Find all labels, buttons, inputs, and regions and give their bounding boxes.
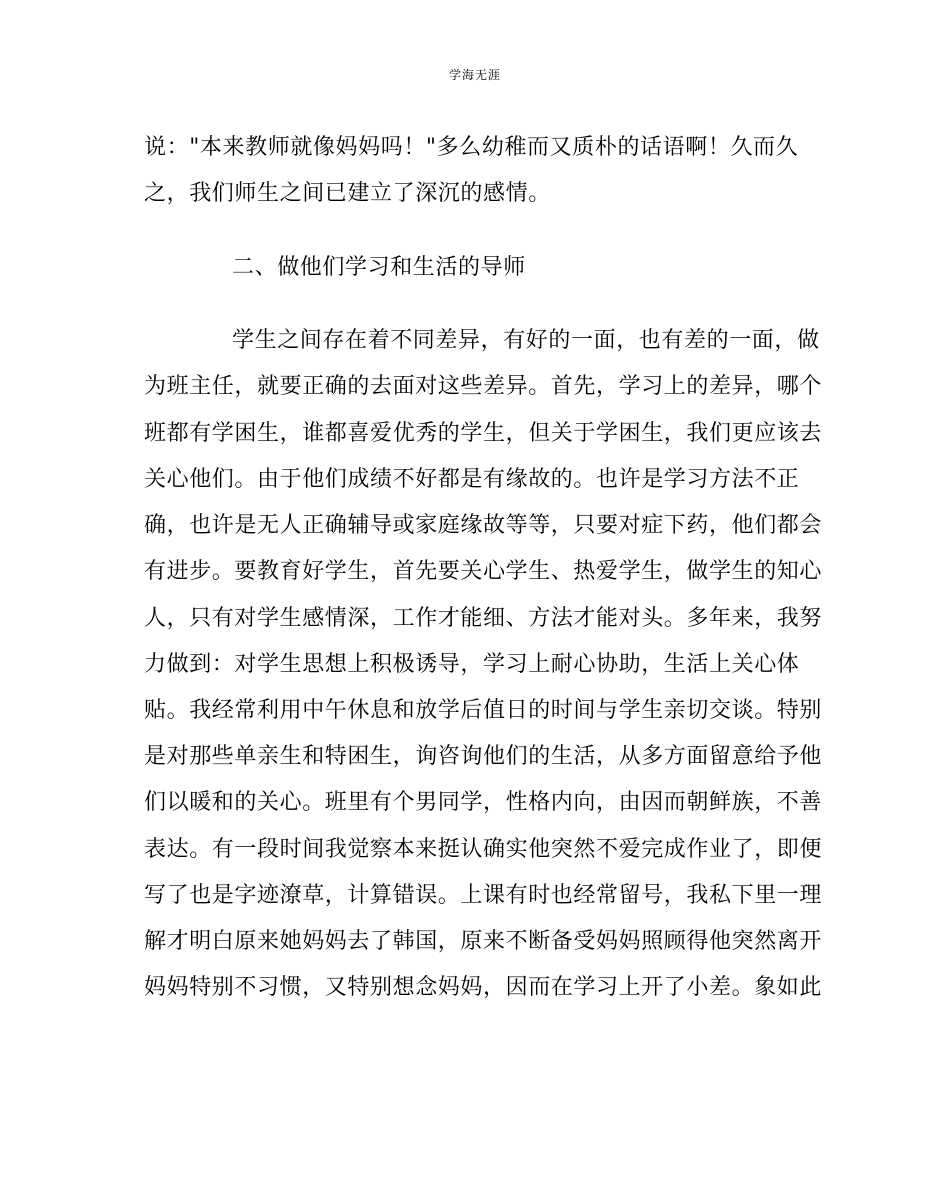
page-header: 学海无涯 xyxy=(448,68,501,82)
text-line: 是对那些单亲生和特困生，询咨询他们的生活，从多方面留意给予他 xyxy=(144,744,823,769)
text-line: 写了也是字迹潦草，计算错误。上课有时也经常留号，我私下里一理 xyxy=(144,883,823,908)
section-heading: 二、做他们学习和生活的导师 xyxy=(232,255,526,280)
text-line: 妈妈特别不习惯，又特别想念妈妈，因而在学习上开了小差。象如此 xyxy=(144,975,823,1000)
text-line: 为班主任，就要正确的去面对这些差异。首先，学习上的差异，哪个 xyxy=(144,374,823,399)
text-line: 们以暖和的关心。班里有个男同学，性格内向，由因而朝鲜族，不善 xyxy=(144,790,823,815)
text-line: 解才明白原来她妈妈去了韩国，原来不断备受妈妈照顾得他突然离开 xyxy=(144,929,823,954)
text-line: 人，只有对学生感情深，工作才能细、方法才能对头。多年来，我努 xyxy=(144,606,823,631)
text-line: 确，也许是无人正确辅导或家庭缘故等等，只要对症下药，他们都会 xyxy=(144,513,823,538)
text-line: 说："本来教师就像妈妈吗！"多么幼稚而又质朴的话语啊！久而久 xyxy=(144,135,799,160)
text-line: 力做到：对学生思想上积极诱导，学习上耐心协助，生活上关心体 xyxy=(144,652,800,677)
text-line: 班都有学困生，谁都喜爱优秀的学生，但关于学困生，我们更应该去 xyxy=(144,421,823,446)
text-line: 表达。有一段时间我觉察本来挺认确实他突然不爱完成作业了，即便 xyxy=(144,837,823,862)
text-line: 关心他们。由于他们成绩不好都是有缘故的。也许是学习方法不正 xyxy=(144,467,800,492)
text-line: 有进步。要教育好学生，首先要关心学生、热爱学生，做学生的知心 xyxy=(144,559,823,584)
text-line: 之，我们师生之间已建立了深沉的感情。 xyxy=(144,181,551,206)
text-line: 贴。我经常利用中午休息和放学后值日的时间与学生亲切交谈。特别 xyxy=(144,698,823,723)
paragraph-first-line: 学生之间存在着不同差异，有好的一面，也有差的一面，做 xyxy=(232,328,820,353)
